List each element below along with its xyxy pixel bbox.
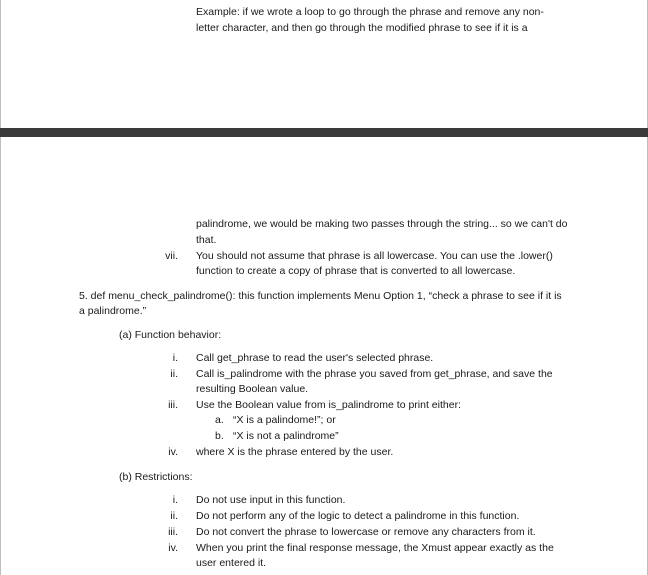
list-number: ii. <box>170 368 178 380</box>
list-number: iv. <box>168 542 178 554</box>
list-number: iii. <box>168 399 178 411</box>
list-item-text: Call get_phrase to read the user's selected phrase. <box>196 352 434 364</box>
section-heading: (b) Restrictions: <box>119 471 193 483</box>
numbered-item-heading: 5. def menu_check_palindrome(): this function implements Menu Option 1, “check a phrase to see if it is <box>79 290 562 302</box>
list-number: iii. <box>168 526 178 538</box>
list-item-text: You should not assume that phrase is all lowercase. You can use the .lower() <box>196 250 553 262</box>
sub-list-text: “X is not a palindrome” <box>233 430 339 442</box>
sub-list-text: “X is a palindome!”; or <box>233 414 336 426</box>
document-page-top <box>0 0 648 128</box>
sub-list-letter: a. <box>215 414 224 426</box>
list-item-text: When you print the final response message, the Xmust appear exactly as the <box>196 542 554 554</box>
list-item-text: where X is the phrase entered by the user. <box>196 446 394 458</box>
document-page-bottom <box>0 137 648 575</box>
list-item-text: Do not perform any of the logic to detect a palindrome in this function. <box>196 510 520 522</box>
text-line: letter character, and then go through the modified phrase to see if it is a <box>196 22 528 34</box>
list-item-text: Use the Boolean value from is_palindrome to print either: <box>196 399 461 411</box>
list-number: i. <box>172 494 178 506</box>
section-heading: (a) Function behavior: <box>119 329 222 341</box>
list-item-text: Do not use input in this function. <box>196 494 346 506</box>
numbered-item-heading: a palindrome.” <box>79 305 147 317</box>
list-item-text: Do not convert the phrase to lowercase or remove any characters from it. <box>196 526 536 538</box>
list-number: iv. <box>168 446 178 458</box>
page-separator <box>0 128 648 137</box>
list-item-text: user entered it. <box>196 557 267 569</box>
list-item-text: resulting Boolean value. <box>196 383 309 395</box>
list-number: vii. <box>165 250 178 262</box>
sub-list-letter: b. <box>215 430 224 442</box>
list-number: i. <box>172 352 178 364</box>
text-line: that. <box>196 234 217 246</box>
text-line: Example: if we wrote a loop to go through the phrase and remove any non- <box>196 6 544 18</box>
text-line: palindrome, we would be making two passes through the string... so we can't do <box>196 218 568 230</box>
list-item-text: Call is_palindrome with the phrase you saved from get_phrase, and save the <box>196 368 553 380</box>
list-item-text: function to create a copy of phrase that is converted to all lowercase. <box>196 265 516 277</box>
list-number: ii. <box>170 510 178 522</box>
